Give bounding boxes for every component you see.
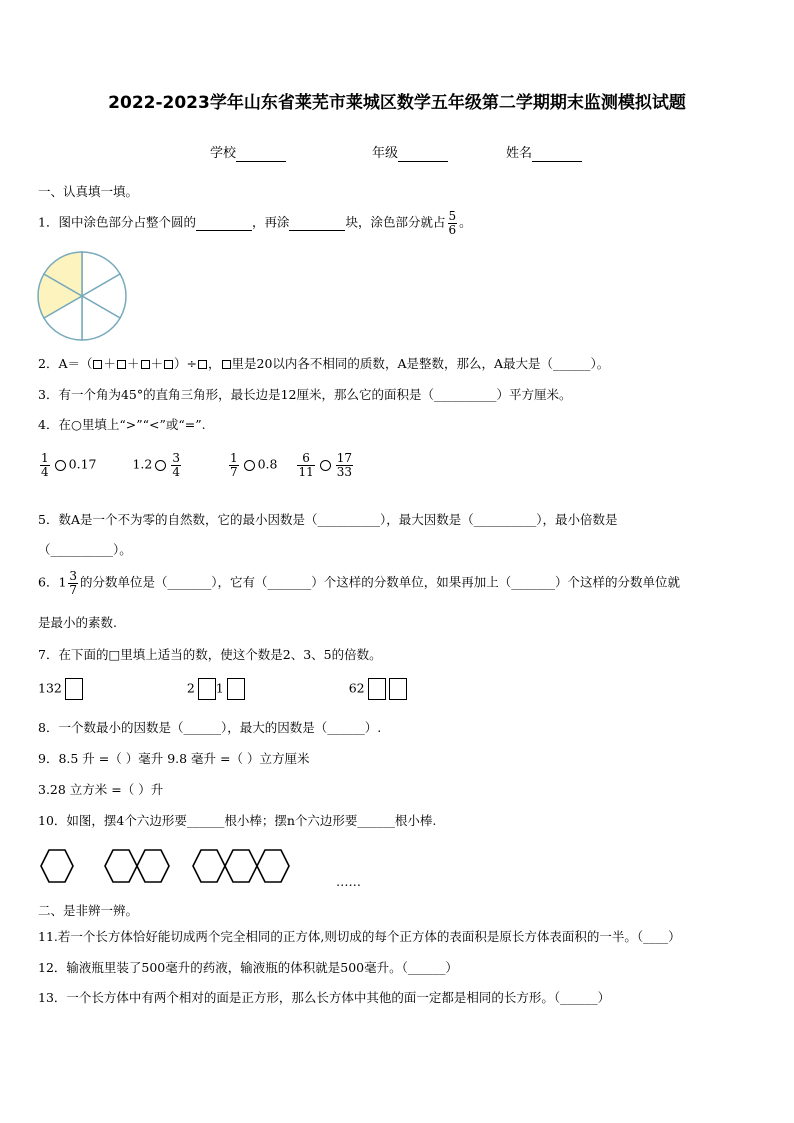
question-1: 1．图中涂色部分占整个圆的 ，再涂 块，涂色部分就占 $\frac{5}{6}$ 。	[38, 209, 472, 237]
section-1-heading: 一、认真填一填。	[38, 184, 139, 199]
question-13: 13．一个长方体中有两个相对的面是正方形，那么长方体中其他的面一定都是相同的长方形。（______）	[38, 990, 611, 1005]
question-6: 6．1 $\frac{3}{7}$ 的分数单位是（_______），它有（_______）个这样的分数单位，如果再加上（_______）个这样的分数单位就	[38, 569, 681, 597]
question-8: 8．一个数最小的因数是（______），最大的因数是（______）.	[38, 720, 382, 735]
question-7: 7．在下面的□里填上适当的数，使这个数是2、3、5的倍数。	[38, 647, 382, 662]
ellipsis: ……	[336, 874, 361, 889]
fraction: $\frac{5}{6}$	[448, 209, 457, 237]
question-10: 10．如图，摆4个六边形要______根小棒；摆n个六边形要______根小棒.	[38, 813, 437, 828]
section-2-heading: 二、是非辨一辨。	[38, 903, 139, 918]
question-4-items: $\frac{1}{4}$ 0.17 1.2 $\frac{3}{4}$ $\frac{1}{7}$ 0.8 $\frac{6}{11}$ $\frac{17}{33}$	[41, 451, 353, 479]
question-2: 2．A＝（ ＋ ＋ ＋ ）÷ ， 里是20以内各不相同的质数，A是整数，那么，A最大是（______）。	[38, 356, 610, 371]
name-field: 姓名	[506, 142, 582, 162]
question-4: 4．在○里填上“>”“<”或“=”.	[38, 417, 206, 432]
question-5: 5．数A是一个不为零的自然数，它的最小因数是（__________），最大因数是（__________），最小倍数是	[38, 512, 618, 527]
page-title: 2022-2023学年山东省莱芜市莱城区数学五年级第二学期期末监测模拟试题	[108, 93, 686, 113]
question-9-cont: 3.28 立方米 =（ ）升	[38, 782, 164, 797]
hexagon-figure	[36, 846, 296, 886]
school-field: 学校	[210, 142, 286, 162]
question-12: 12．输液瓶里装了500毫升的药液，输液瓶的体积就是500毫升。（______）	[38, 960, 458, 975]
question-3: 3．有一个角为45°的直角三角形，最长边是12厘米，那么它的面积是（__________）平方厘米。	[38, 387, 572, 402]
question-9: 9．8.5 升 =（ ）毫升 9.8 毫升 =（ ）立方厘米	[38, 751, 310, 766]
circle-figure	[36, 250, 128, 342]
grade-field: 年级	[372, 142, 448, 162]
question-5-cont: （__________）。	[38, 542, 132, 557]
question-11: 11.若一个长方体恰好能切成两个完全相同的正方体,则切成的每个正方体的表面积是原长方体表面积的一半。（____）	[38, 929, 681, 944]
question-6-cont: 是最小的素数.	[38, 615, 117, 630]
question-7-items: 132 2 1 62	[38, 678, 407, 700]
